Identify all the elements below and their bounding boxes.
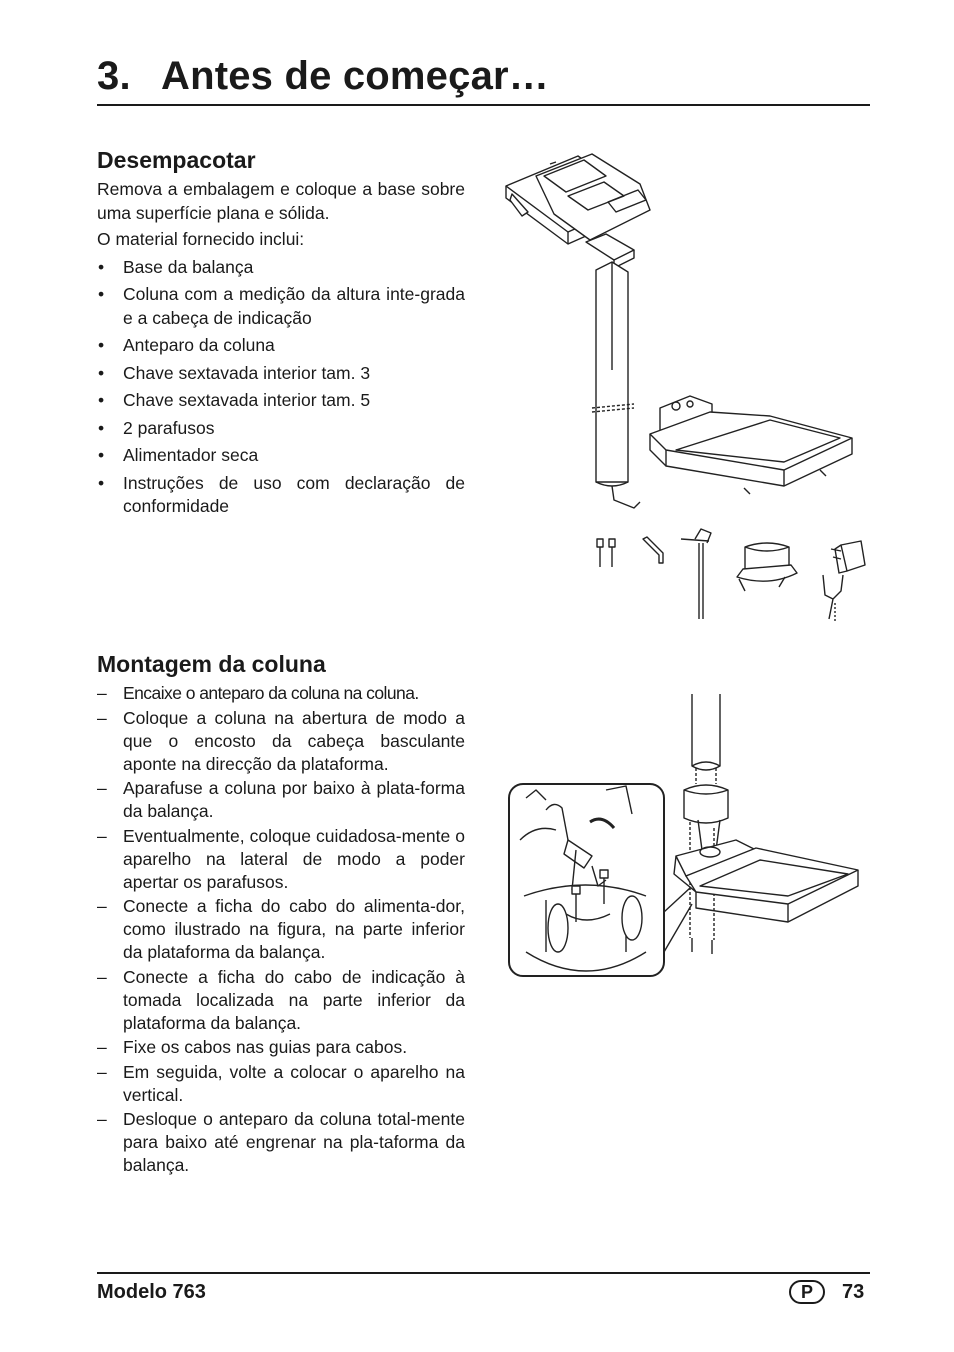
unpacking-intro: Remova a embalagem e coloque a base sobre uma superfície plana e sólida.	[97, 179, 465, 223]
list-item: – Conecte a ficha do cabo do alimenta-dor, como ilustrado na figura, na parte inferior da plataforma da balança.	[97, 896, 465, 962]
dash-marker: –	[97, 1061, 107, 1082]
bullet-marker: •	[98, 362, 105, 383]
page-number: 73	[842, 1281, 865, 1303]
title-rule	[97, 104, 870, 106]
list-item: • Base da balança	[97, 256, 465, 280]
column-assembly-illustration	[506, 690, 864, 982]
list-item: – Aparafuse a coluna por baixo à plata-forma da balança.	[97, 778, 465, 821]
list-item: – Eventualmente, coloque cuidadosa-mente o aparelho na lateral de modo a poder apertar os parafusos.	[97, 825, 465, 892]
supplied-parts-illustration	[585, 525, 870, 625]
dash-marker: –	[97, 966, 107, 987]
unpacking-heading: Desempacotar	[97, 147, 256, 173]
list-item: • Alimentador seca	[97, 444, 465, 468]
bullet-marker: •	[98, 390, 105, 410]
list-item: – Conecte a ficha do cabo de indicação à tomada localizada na parte inferior da plataforma da balança.	[97, 966, 465, 1033]
unpacking-section	[97, 146, 465, 523]
scale-overview-illustration	[500, 150, 870, 515]
list-item: – Coloque a coluna na abertura de modo a que o encosto da cabeça basculante aponte na direcção da plataforma.	[97, 707, 465, 774]
dash-marker: –	[97, 707, 107, 728]
footer-rule	[97, 1272, 870, 1274]
chapter-number: 3.	[97, 54, 131, 98]
bullet-marker: •	[98, 284, 105, 304]
list-item: • Anteparo da coluna	[97, 334, 465, 358]
footer-model: Modelo 763	[97, 1281, 206, 1303]
assembly-steps	[97, 682, 465, 1177]
dash-marker: –	[97, 1109, 107, 1129]
list-item: – Em seguida, volte a colocar o aparelho na vertical.	[97, 1061, 465, 1105]
dash-marker: –	[97, 683, 107, 703]
list-item: – Fixe os cabos nas guias para cabos.	[97, 1037, 408, 1057]
list-item: • 2 parafusos	[97, 417, 465, 441]
list-item: – Encaixe o anteparo da coluna na coluna.	[97, 683, 419, 703]
language-badge: P	[789, 1280, 825, 1304]
bullet-marker: •	[98, 335, 105, 355]
supplied-list	[97, 256, 465, 519]
bullet-marker: •	[98, 472, 105, 493]
list-item: • Instruções de uso com declaração de conformidade	[98, 472, 465, 516]
supplied-intro: O material fornecido inclui:	[97, 229, 305, 249]
list-item: • Chave sextavada interior tam. 5	[97, 389, 465, 413]
list-item: • Coluna com a medição da altura inte-grada e a cabeça de indicação	[98, 284, 465, 328]
chapter-title	[97, 52, 549, 100]
assembly-heading: Montagem da coluna	[97, 651, 326, 677]
chapter-title-text: Antes de começar…	[161, 54, 549, 98]
dash-marker: –	[97, 1037, 107, 1057]
bullet-marker: •	[98, 256, 105, 277]
assembly-section	[97, 650, 465, 1179]
dash-marker: –	[97, 778, 107, 798]
dash-marker: –	[97, 825, 107, 846]
bullet-marker: •	[98, 417, 105, 438]
dash-marker: –	[97, 896, 107, 916]
list-item: – Desloque o anteparo da coluna total-mente para baixo até engrenar na pla-taforma da balança.	[97, 1109, 465, 1175]
bullet-marker: •	[98, 445, 105, 465]
list-item: • Chave sextavada interior tam. 3	[97, 362, 465, 386]
